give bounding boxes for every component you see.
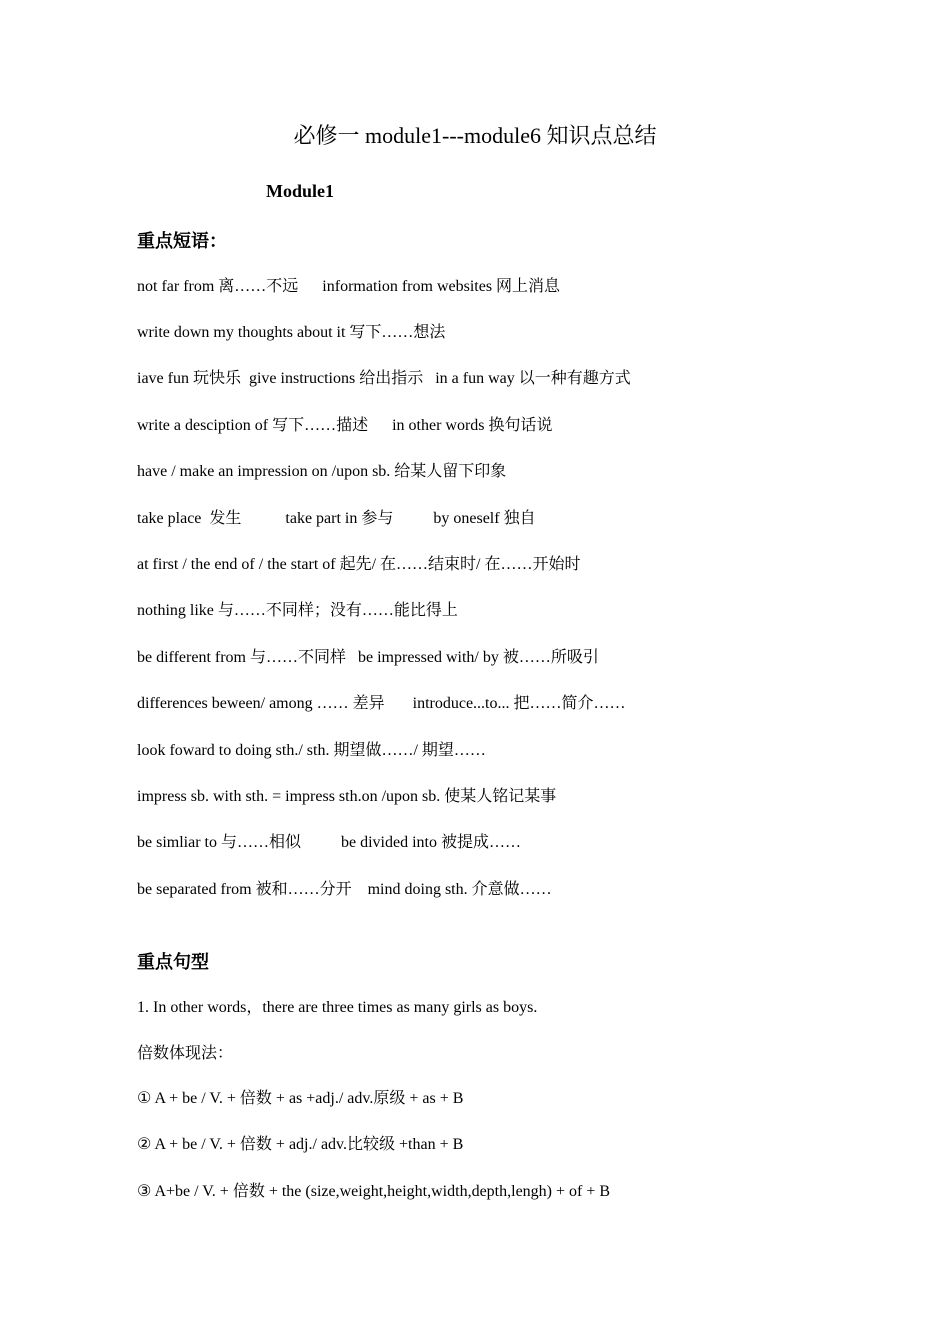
sentence-line: ③ A+be / V. + 倍数 + the (size,weight,height,width,depth,lengh) + of + B (137, 1183, 611, 1200)
phrase-line: take place 发生 take part in 参与 by oneself 独自 (137, 510, 536, 527)
phrase-line: be simliar to 与……相似 be divided into 被提成…… (137, 834, 521, 851)
phrases-heading: 重点短语： (137, 231, 227, 251)
phrase-line: be separated from 被和……分开 mind doing sth. 介意做…… (137, 881, 552, 898)
phrase-line: write a desciption of 写下……描述 in other words 换句话说 (137, 417, 553, 434)
phrase-line: write down my thoughts about it 写下……想法 (137, 324, 446, 341)
phrase-line: nothing like 与……不同样；没有……能比得上 (137, 602, 458, 619)
phrase-line: look foward to doing sth./ sth. 期望做……/ 期望…… (137, 742, 486, 759)
phrase-line: differences beween/ among …… 差异 introduce...to... 把……简介…… (137, 695, 626, 712)
sentence-line: ② A + be / V. + 倍数 + adj./ adv.比较级 +than + B (137, 1136, 464, 1153)
phrase-line: have / make an impression on /upon sb. 给某人留下印象 (137, 463, 507, 480)
sentence-line: 倍数体现法： (137, 1045, 234, 1062)
phrase-line: at first / the end of / the start of 起先/ 在……结束时/ 在……开始时 (137, 556, 581, 573)
sentence-line: 1. In other words，there are three times as many girls as boys. (137, 999, 538, 1016)
document-title: 必修一 module1---module6 知识点总结 (293, 123, 657, 148)
phrase-line: iave fun 玩快乐 give instructions 给出指示 in a fun way 以一种有趣方式 (137, 370, 631, 387)
sentences-heading: 重点句型 (137, 952, 209, 972)
phrase-line: be different from 与……不同样 be impressed with/ by 被……所吸引 (137, 649, 599, 666)
sentence-line: ① A + be / V. + 倍数 + as +adj./ adv.原级 + as + B (137, 1090, 464, 1107)
module-heading: Module1 (266, 181, 335, 201)
phrase-line: impress sb. with sth. = impress sth.on /upon sb. 使某人铭记某事 (137, 788, 557, 805)
phrase-line: not far from 离……不远 information from websites 网上消息 (137, 278, 561, 295)
